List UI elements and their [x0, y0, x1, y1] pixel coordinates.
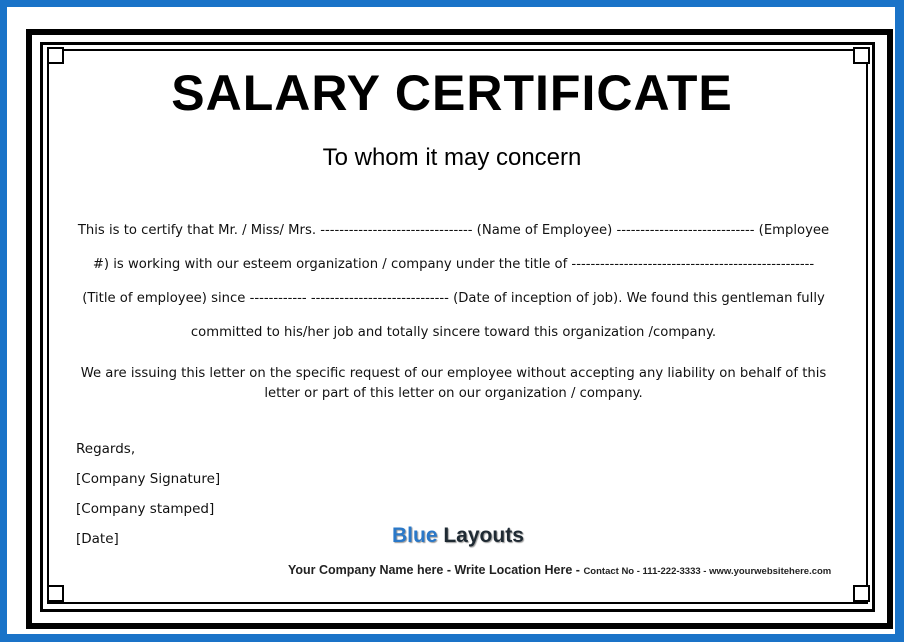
footer-website: www.yourwebsitehere.com [709, 566, 832, 577]
certification-paragraph: This is to certify that Mr. / Miss/ Mrs. -------------------------------- (Name of Employee) ----------------------------- (Employee #) is working with our esteem organization / company under the title of --------------------------------------------------- (Title of employee) since ------------ ----------------------------- (Date of inception of job). We found this gentleman fully committed to his/her job and totally sincere toward this organization /company. [77, 223, 830, 340]
closing-block [76, 441, 220, 561]
corner-ornament-top-right [853, 47, 870, 64]
company-stamp-placeholder: [Company stamped] [76, 501, 215, 517]
certificate-title: SALARY CERTIFICATE [171, 65, 733, 121]
blue-layouts-logo [392, 524, 524, 548]
corner-ornament-top-left [47, 47, 64, 64]
footer-separator: - [700, 566, 710, 577]
corner-ornament-bottom-left [47, 585, 64, 602]
regards-text: Regards, [76, 441, 136, 457]
footer-company-location: Your Company Name here - Write Location Here - [288, 563, 584, 577]
footer-phone: 111-222-3333 [642, 566, 701, 577]
footer-contact-label: Contact No - [583, 566, 643, 577]
certificate-subtitle: To whom it may concern [322, 144, 582, 171]
company-signature-placeholder: [Company Signature] [76, 471, 221, 487]
liability-paragraph: We are issuing this letter on the specific request of our employee without accepting any liability on behalf of this letter or part of this letter on our organization / company. [80, 366, 827, 401]
footer-contact [288, 561, 848, 579]
logo-word-blue: Blue [392, 524, 438, 547]
logo-word-layouts: Layouts [443, 524, 524, 547]
corner-ornament-bottom-right [853, 585, 870, 602]
date-placeholder: [Date] [76, 531, 119, 547]
